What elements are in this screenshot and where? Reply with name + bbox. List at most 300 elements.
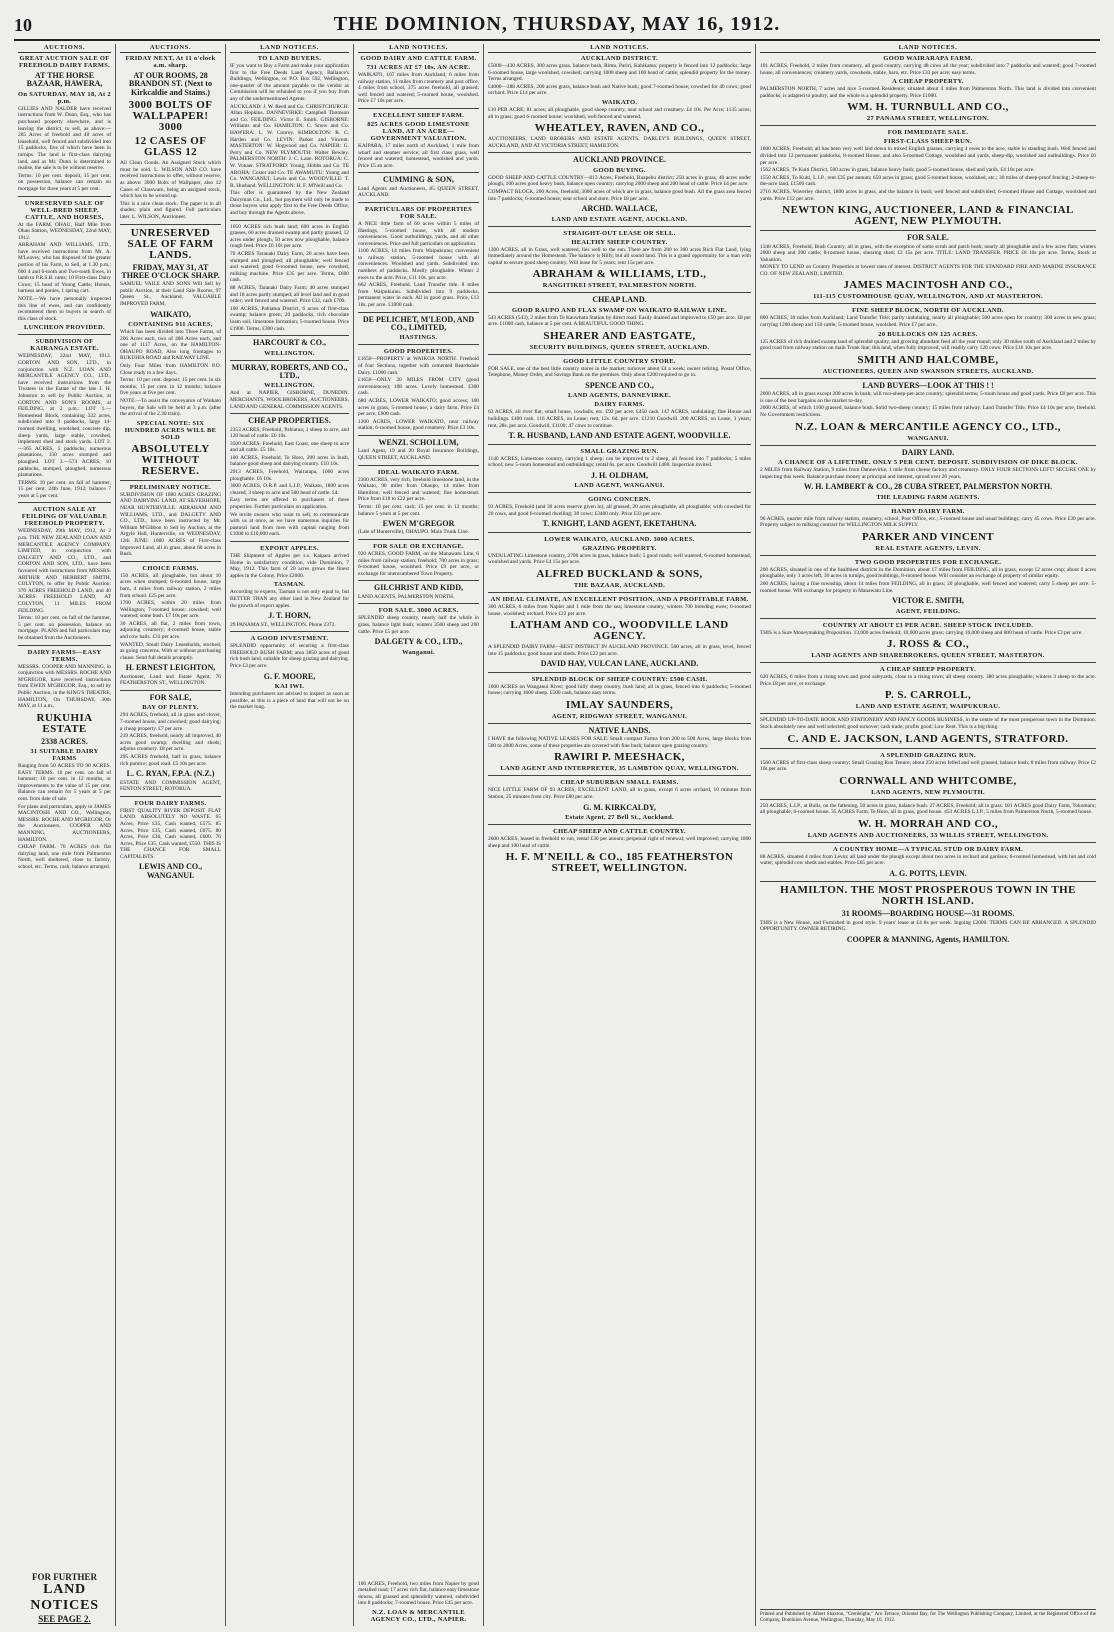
notice-subheading: FOR SALE. 3000 ACRES. bbox=[378, 607, 459, 615]
notice-heading: WAIKATO, bbox=[150, 309, 191, 319]
notice-text: £1650—ONLY 20 MILES FROM CITY (good conveniences); 108 acres. Lovely homestead. £300 cash. bbox=[358, 377, 479, 397]
column-blocks bbox=[760, 55, 1096, 944]
agent-name: P. S. CARROLL, bbox=[884, 689, 972, 702]
notice-text: 680 ACRES, LOWER WAIKATO; good access; 100 acres in grass, 5-roomed house, a dairy farm. Price £4 per acre, £600 cash. bbox=[358, 397, 479, 418]
notice-subheading: TO LAND BUYERS. bbox=[257, 55, 322, 62]
notice-heading: SPENCE AND CO., bbox=[585, 381, 654, 391]
notice-text: COMPACT BLOCK, 200 Acres, freehold, 3000 acres of which are in grass, balance good bush. All the grass area fenced into 7 paddocks; 6-roomed house; near school and store. Price £8 per acre. bbox=[488, 188, 751, 202]
agent-name: CORNWALL AND WHITCOMBE, bbox=[839, 774, 1017, 787]
notice-heading: DAVID HAY, VULCAN LANE, AUCKLAND. bbox=[540, 659, 699, 669]
notice-heading: AT OUR ROOMS, 28 BRANDON ST. (Next to Kirkcaldie and Stains.) bbox=[129, 71, 212, 97]
column-6 bbox=[756, 44, 1100, 1626]
column-rule bbox=[230, 220, 349, 221]
notice-heading: HARCOURT & CO., bbox=[253, 338, 326, 348]
notice-text: 3500 ACRES, Freehold, East Coast, one sheep to acre and all cattle. £5 10s. bbox=[230, 440, 349, 454]
notice-subheading: A GOOD INVESTMENT. bbox=[250, 635, 329, 643]
column-blocks bbox=[230, 55, 349, 711]
column-rule bbox=[760, 125, 1096, 126]
notice-text: ESTATE AND COMMISSION AGENT, FENTON STREET, ROTORUA. bbox=[120, 779, 221, 793]
notice-text: 543 ACRES (543), 2 miles from Te Kauwhata Station by direct road. Easily drained and improved to £50 per acre. £8 per acre. £1000 cash, balance at 5 per cent. A BEAUTIFUL GOOD THING. bbox=[488, 314, 751, 328]
agent-name: HAMILTON. THE MOST PROSPEROUS TOWN IN THE NORTH ISLAND. bbox=[780, 884, 1076, 908]
notice-text: £4000—288 ACRES, 200 acres grass, balance bush and Native bush; good 7-roomed house; cowshed for 40 cows; good orchard. Price £14 per acre. bbox=[488, 83, 751, 97]
notice-text: 3000 ACRES, O.R.P. and L.I.P., Waikato, 1800 acres cleared, 3 sheep to acre and 500 head of cattle. £4. bbox=[230, 483, 349, 496]
column-3 bbox=[226, 44, 354, 1626]
agent-name: WHEATLEY, RAVEN, AND CO., bbox=[534, 122, 705, 135]
notice-text: 88 ACRES, Taranaki Dairy Farm; 40 acres stumped and 18 acres partly stumped; all level land and in good order; well fenced and watered. Price £32, cash £700. bbox=[230, 285, 349, 305]
footer-line-2: LAND NOTICES bbox=[30, 1582, 99, 1613]
notice-subheading: A CHANCE OF A LIFETIME. ONLY 5 PER CENT. DEPOSIT. SUBDIVISION OF DIKE BLOCK. bbox=[778, 459, 1078, 467]
notice-text: 63 ACRES, all river flat, small house, cowbails, etc. £92 per acre; £450 cash. 147 ACRES, undulating; fine House and buildings. £400 cash. 116 ACRES, on Lease; rent, 12s. 6d. per acre. £1210 Goodwill. 200 ACRES, on Lease, 3 years; rent, 28s. per acre. Goodwill, £1100; 47 cows to continue. bbox=[488, 409, 751, 429]
notice-subheading: GREAT AUCTION SALE OF FREEHOLD DAIRY FARMS. bbox=[18, 55, 111, 69]
column-2 bbox=[116, 44, 226, 1626]
notice-text: 1140 ACRES, Limestone country, carrying 1 sheep; can be improved to 2 sheep, all fenced into 7 paddocks; 5 miles school; new 5-room homestead and outbuildings; rental 6s. per acre. Goodwill £400. Inspection invited. bbox=[488, 455, 751, 469]
notice-subheading: WELLINGTON. bbox=[264, 349, 315, 357]
notice-heading: VICTOR E. SMITH, bbox=[892, 596, 964, 606]
notice-subheading: FRIDAY NEXT, At 11 o'clock a.m. sharp. bbox=[125, 55, 216, 69]
notice-text: 101 ACRES, Freehold, 2 miles from creamery, all good country, carrying 48 cows all the year; subdivided into 7 paddocks and watered; good 7-roomed house, all conveniences; creamery yards, cowsheds, stable, barn, etc. Price £33 per acre; easy terms. bbox=[760, 63, 1096, 76]
agent-name: 3000 BOLTS OF WALLPAPER! 3000 bbox=[128, 99, 213, 134]
notice-heading: CHEAP LAND. bbox=[592, 295, 647, 305]
column-rule bbox=[760, 504, 1096, 505]
further-notices-footer bbox=[18, 1572, 111, 1624]
notice-text: £10 PER ACRE; 81 acres; all ploughable, good sheep country, near school and creamery. £4 10s. Per Acre; 1135 acres; all in grass; good 6-roomed house; woolshed, well fenced and watered. bbox=[488, 106, 751, 120]
notice-text: KAIPARA, 17 miles north of Auckland, 1 mile from wharf and steamer service; all first class grass, well fenced and watered; homestead, woolshed and yards. Price £5 an acre. bbox=[358, 142, 479, 169]
column-rule bbox=[488, 775, 751, 776]
column-rule bbox=[120, 561, 221, 562]
columns-container bbox=[14, 44, 1100, 1626]
notice-subheading: LAND AGENTS AND AUCTIONEERS, 33 WILLIS STREET, WELLINGTON. bbox=[807, 831, 1049, 839]
notice-text: SUBDIVISION OF 1080 ACRES GRAZING AND DAIRYING LAND, AT SILVERHOPE, NEAR HUNTERVILLE. ABRAHAM AND WILLIAMS, LTD., and DALGETY AND CO., LTD., have been instructed by Mr. William M'Gibbon to Sell by Auction, at the Argyle Hall, Hunterville, on WEDNESDAY, 12th JUNE: 1080 ACRES of First-class Improved Land, all in grass, about 60 acres in Bush. bbox=[120, 491, 221, 558]
column-header: LAND NOTICES. bbox=[358, 44, 479, 53]
notice-heading: G. M. KIRKCALDY, bbox=[583, 802, 656, 812]
notice-text: 662 ACRES, Freehold. Land Transfer title. 8 miles from Waipukurau. Subdivided into 9 paddocks, permanent water in each. All in good grass. Price, £13 10s. per acre. £1000 cash. bbox=[358, 282, 479, 309]
notice-text: THIS is a Sure Moneymaking Proposition. 13,000 acres freehold; 10,000 acres grass; carrying 16,000 sheep and 800 head of cattle. Price £3 per acre. bbox=[760, 629, 1083, 636]
notice-text: A NICE little farm of 60 acres within 5 miles of Hastings, 5-roomed house, with all modern conveniences. Good outbuildings, yards, and all other conveniences. Price and full particulars on application. bbox=[358, 220, 479, 247]
notice-subheading: AUCTIONEERS, QUEEN AND SWANSON STREETS, AUCKLAND. bbox=[822, 367, 1034, 375]
notice-subheading: IDEAL WAIKATO FARM. bbox=[377, 468, 460, 476]
notice-text: And at NAPIER, GISBORNE, DUNEDIN. MERCHANTS, WOOLBROKERS, AUCTIONEERS, LAND AND GENERAL COMMISSION AGENTS. bbox=[230, 390, 349, 410]
notice-text: 1600 ACRES, Freehold; all has been very well laid down in mixed English grasses, carrying 4 ewes to the acre, stable in standing bush. Well fenced and divided into 12 permanent paddocks, 8-roomed House, and also 5-roomed Cottage, woolshed and yards, sheep-dip, woolshed and outbuildings. Price £6 per acre. bbox=[760, 146, 1096, 166]
notice-heading: GILCHRIST AND KIDD, bbox=[374, 583, 463, 593]
column-rule bbox=[358, 580, 479, 581]
notice-subheading: AUCKLAND DISTRICT. bbox=[580, 55, 659, 62]
notice-text: 2716 ACRES, Waverley district, 1800 acres in grass, and the balance in bush; well fenced and subdivided; 6-roomed House and Cottage, woolshed and yards. Price £12 per acre. bbox=[760, 188, 1096, 202]
notice-heading: ARCHD. WALLACE, bbox=[581, 204, 658, 214]
column-blocks bbox=[488, 55, 751, 874]
notice-text: TERMS: 10 per cent. on fall of hammer, 15 per cent. 24th June, 1912; balance 7 years at 5 per cent. bbox=[18, 479, 111, 499]
column-header: AUCTIONS. bbox=[120, 44, 221, 53]
notice-subheading: FIRST-CLASS SHEEP RUN. bbox=[883, 138, 973, 146]
column-rule bbox=[358, 108, 479, 109]
agent-name: C. AND E. JACKSON, LAND AGENTS, STRATFORD. bbox=[787, 732, 1069, 745]
column-rule bbox=[488, 492, 751, 493]
agent-name: JAMES MACINTOSH AND CO., bbox=[843, 279, 1013, 292]
notice-subheading: FINE SHEEP BLOCK, NORTH OF AUCKLAND. bbox=[852, 307, 1004, 315]
footer-line-1: FOR FURTHER bbox=[32, 1572, 97, 1582]
notice-subheading: DAIRY FARMS—EASY TERMS. bbox=[27, 648, 102, 663]
notice-subheading: A CHEAP PROPERTY. bbox=[892, 78, 964, 86]
column-rule bbox=[230, 335, 349, 336]
notice-text: WEDNESDAY, 22nd MAY, 1912. GORTON AND SON, LTD., in conjunction with N.Z. LOAN AND MERCANTILE AGENCY CO., LTD., have received instructions from the Trustees in the Estate of the late J. H. Johnston to sell by Public Auction, at GORTON AND SON'S ROOMS, at FEILDING, at 2 p.m.: LOT 1.—Homestead Block, containing 332 acres, subdivided into 9 paddocks, large 14-roomed dwelling, woolshed, concrete dip, sheep yards, large stable, cowshed, implement shed and stock yards. LOT 2.—365 ACRES, 5 paddocks, numerous plantations, 150 acres stumped and ploughed. LOT 3.—574 ACRES, 10 paddocks, stumped, ploughed, numerous plantations. bbox=[18, 353, 111, 479]
notice-heading: T. KNIGHT, LAND AGENT, EKETAHUNA. bbox=[542, 519, 697, 529]
column-rule bbox=[488, 152, 751, 153]
column-header: LAND NOTICES. bbox=[230, 44, 349, 53]
column-4 bbox=[354, 44, 484, 1626]
notice-heading: FOR SALE. bbox=[907, 233, 949, 243]
notice-text: Terms: 10 per cent. deposit; 15 per cent. in six months; 15 per cent. in 12 months; balance five years at five per cent. bbox=[120, 377, 221, 397]
notice-subheading: LAND AGENTS, NEW PLYMOUTH. bbox=[871, 788, 985, 796]
notice-heading: W. H. LAMBERT & CO., 28 CUBA STREET, PALMERSTON NORTH. bbox=[803, 482, 1053, 492]
column-rule bbox=[120, 224, 221, 225]
notice-subheading: THE BAZAAR, AUCKLAND. bbox=[573, 581, 666, 589]
notice-subheading: HASTINGS. bbox=[399, 334, 438, 342]
notice-heading: DE PELICHET, M'LEOD, AND CO., LIMITED, bbox=[362, 314, 475, 333]
notice-text: SAMUEL VAILE AND SONS Will Sell by public Auction, at their Land Sale Rooms, 97 Queen St., Auckland, VALUABLE IMPROVED FARM, bbox=[120, 281, 221, 308]
column-rule bbox=[358, 539, 479, 540]
notice-subheading: GOOD LITTLE COUNTRY STORE. bbox=[563, 357, 676, 365]
notice-text: Intending purchasers are advised to inspect as soon as possible, as this is a piece of land that will not be on the market long. bbox=[230, 690, 349, 711]
column-rule bbox=[488, 723, 751, 724]
notice-text: Which has been divided into Three Farms, of 206 Acres each, two of 400 Acres each, and one of 1117 Acres, on the HAMILTON-OHAUPO ROAD, Also long frontages to RUKUHIA ROAD and RAILWAY LINE. bbox=[120, 329, 221, 362]
column-rule bbox=[120, 480, 221, 481]
column-rule bbox=[358, 603, 479, 604]
column-header: LAND NOTICES. bbox=[488, 44, 751, 53]
notice-subheading: LUNCHEON PROVIDED. bbox=[24, 324, 105, 332]
notice-subheading: PARTICULARS OF PROPERTIES FOR SALE. bbox=[364, 205, 473, 220]
notice-subheading: SPECIAL NOTE: SIX HUNDRED ACRES WILL BE SOLD bbox=[124, 419, 217, 441]
notice-text: This offer is guaranteed by the New Zealand Dairyman Co., Ltd., but payment will only be made to those buyers who apply first to the Free Deeds Office, and buy through the Agents above. bbox=[230, 190, 349, 217]
notice-text: 1300 ACRES, all in Grass, well watered, lies well to the sun. There are from 200 to 300 acres Rich Flat Land, lying immediately around the Homestead. The balance is Hilly, but all sound land. This is a grand opportunity for a man with capital to secure good sheep country. Will lease for 5 years; rent 15s per acre. bbox=[488, 246, 751, 266]
notice-text: 125 ACRES of rich drained swamp land of splendid quality, and growing abundant feed all the year round; only 30 miles south of Auckland and 2 miles by good road from railway station on main Trunk line; this land, when fully improved, will readily carry 120 cows. Price £16 10s per acre. bbox=[760, 338, 1096, 352]
notice-text: SPLENDID sheep country, nearly half the whole in grass, balance light bush; winters 3500 sheep and 200 cattle. Price £5 per acre. bbox=[358, 615, 479, 635]
notice-text: Land Agents and Auctioneers, 85 QUEEN STREET, AUCKLAND. bbox=[358, 185, 479, 199]
notice-text: 30 ACRES, all flat, 2 miles from town, adjoining creamery; 4-roomed house, stable and cow bails. £33 per acre. bbox=[120, 620, 221, 641]
column-rule bbox=[760, 555, 1096, 556]
notice-subheading: SMALL GRAZING RUN. bbox=[580, 447, 659, 455]
notice-text: At the FARM, OHAU, Half Mile from Ohau Station, WEDNESDAY, 22nd MAY, 1912. bbox=[18, 221, 111, 241]
notice-text: 93 ACRES, Freehold (and 30 acres reserve given in), all grassed, 20 acres ploughable, all ploughable; with cowshed for 20 cows, and good 6-roomed dwelling; 30 cows; £3400 only. Price £33 per acre. bbox=[488, 504, 751, 517]
notice-text: SPLENDID UP-TO-DATE BOOK AND STATIONERY AND FANCY GOODS BUSINESS, in the centre of the most prosperous town in the Dominion. Stock absolutely new and well selected; good turnover; cash trade; profits good; Low Rent. This is a big thing. bbox=[760, 717, 1096, 730]
notice-text: Terms: 10 per cent. on fall of the hammer, 5 per cent. on possession, balance on mortgage. PLANS and full particulars may be obtained from the Auctioneers. bbox=[18, 615, 111, 641]
column-rule bbox=[760, 842, 1096, 843]
notice-subheading: GOOD PROPERTIES. bbox=[383, 348, 454, 356]
notice-subheading: HEALTHY SHEEP COUNTRY. bbox=[571, 238, 668, 246]
notice-subheading: A SPLENDID GRAZING RUN. bbox=[880, 751, 976, 759]
agent-name: RAWIRI P. MEESHACK, bbox=[554, 751, 685, 764]
notice-text: ABRAHAM AND WILLIAMS, LTD., have received instructions from Mr. A. M'Leavey, who has disposed of the greater portion of his Farm, to Sell, at 1.30 p.m.: 600 4 and 6-tooth and Two-tooth Ewes, in lamb to P.R.S.B. rams; 10 First-class Dairy Cows; 15 head of Young Cattle; Horses, harness and ponies, 1 spring cart. bbox=[18, 242, 111, 295]
napier-footer bbox=[358, 1580, 479, 1624]
notice-text: 295 ACRES freehold, half in grass, balance rich pumice; good road. £5 10s per acre. bbox=[120, 753, 221, 767]
notice-text: 219 ACRES, freehold, nearly all improved, 40 acres good swamp; dwelling and sheds; adjoins creamery. £8 per acre. bbox=[120, 733, 221, 753]
notice-subheading: GOOD BUYING. bbox=[593, 166, 646, 174]
notice-text: 920 ACRES, GOOD FARM, on the Manawatu Line, 6 miles from railway station; freehold; 700 acres in grass; 6-roomed house, woolshed. Price £9 per acre, or exchange for unencumbered Town Property. bbox=[358, 551, 479, 577]
column-rule bbox=[488, 226, 751, 227]
notice-text: NOTE.—We have personally inspected this line of ewes, and can confidently recommend them to buyers in search of this class of stock. bbox=[18, 296, 111, 322]
notice-heading: J. T. HORN, bbox=[268, 611, 311, 621]
notice-subheading: CHEAP SUBURBAN SMALL FARMS. bbox=[560, 779, 679, 787]
notice-text: WANTED, Small Dairy Leaseholds, stocked, as going concerns. With or without purchasing clause. Send full details promptly. bbox=[120, 641, 221, 661]
notice-text: NOTE.—To assist the conveyance of Waikato buyers, the Sale will be held at 3 p.m. (after the arrival of the 2.30 train). bbox=[120, 398, 221, 418]
column-rule bbox=[760, 618, 1096, 619]
printer-imprint: Printed and Published by Albert Shaxton, "Crenleighe," Aro Terrace, Oriental Bay, for The Wellington Publishing Company, Limited, at the Registered Office of the Company, Dominion Avenue, Wellington, Thursday, May 16, 1912. bbox=[760, 1609, 1096, 1624]
notice-text: 2 MILES from Railway Station, 9 miles from Dannevirke, 1 mile from cheese factory and creamery. ONLY FOUR SECTIONS LEFT! SECURE ONE by inspecting this week. Balance purchase money at principal and interest, spread over 20 years. bbox=[760, 467, 1096, 480]
notice-text: 1348 ACRES, Freehold, Bush Country, all in grass, with the exception of some scrub and patch bush; nearly all ploughable and a few acres flats; winters 2000 sheep and 200 cattle; 8-roomed house, shearing shed; £2 15s per acre. TITLE: LAND TRANSFER. PRICE £8 10s per acre. Terms, Stock at Valuation. bbox=[760, 243, 1096, 263]
notice-text: CHEAP FARM. 70 ACRES rich flat dairying land, one mile from Palmerston North, well sheltered, close to factory, school, etc. Terms, cash, balance arranged. bbox=[18, 844, 111, 871]
agent-name: ALFRED BUCKLAND & SONS, bbox=[536, 567, 703, 580]
column-rule bbox=[18, 502, 111, 503]
notice-heading: 31 ROOMS—BOARDING HOUSE—31 ROOMS. bbox=[841, 909, 1015, 919]
notice-text: 29 PANAMA ST., WELLINGTON. Phone 2372. bbox=[230, 621, 336, 628]
notice-text: 2300 ACRES, very rich, freehold limestone land, in the Waikato, 90 miles from Ohaupo, 14 miles from Hamilton; well fenced and watered; fine homestead. Price from £18 to £22 per acre. bbox=[358, 476, 479, 503]
column-rule bbox=[18, 196, 111, 197]
notice-subheading: RANGITIKEI STREET, PALMERSTON NORTH. bbox=[542, 282, 697, 290]
column-blocks bbox=[18, 55, 111, 871]
notice-subheading: AUCTION SALE AT FEILDING OF VALUABLE FREEHOLD PROPERTY. bbox=[21, 506, 108, 528]
column-rule bbox=[488, 824, 751, 825]
notice-heading: LAND BUYERS—LOOK AT THIS ! ! bbox=[862, 380, 994, 390]
notice-heading: WENZL SCHOLLUM, bbox=[378, 437, 459, 447]
notice-text: 800 ACRES, 30 miles from Auckland; Land Transfer Title; partly undulating, nearly all ploughable; 500 acres open for country; 300 acres in new grass; carrying 1200 sheep and 150 cattle; 5-roomed house, woolshed. Price £7 per acre. bbox=[760, 315, 1096, 329]
notice-subheading: EXPORT APPLES. bbox=[260, 545, 319, 552]
notice-subheading: LOWER WAIKATO, AUCKLAND. 3000 ACRES. bbox=[544, 535, 695, 543]
agent-name: N.Z. LOAN & MERCANTILE AGENCY CO., LTD., bbox=[795, 420, 1061, 433]
notice-subheading: 731 ACRES AT £7 10s. AN ACRE. bbox=[366, 64, 471, 71]
masthead bbox=[14, 6, 1100, 41]
notice-text: 200 ACRES, having a fine township, about 14 miles from FEILDING, all in grass; 20 ploughable, well fenced and watered; carry 5 sheep per acre. 5-roomed house. Will exchange for property in Manawatu Line. bbox=[760, 580, 1096, 594]
page-number: 10 bbox=[14, 15, 32, 35]
column-rule bbox=[760, 303, 1096, 304]
column-5 bbox=[484, 44, 756, 1626]
column-rule bbox=[760, 378, 1096, 379]
notice-text: 2000 ACRES, all in grass except 200 acres in bush; will two-sheep-per-acre country; splendid terms; 5-room house and good yards. Price £8 per acre. This is one of the best bargains on the market to-day. bbox=[760, 391, 1096, 404]
column-rule bbox=[760, 445, 1096, 446]
notice-text: 2353 ACRES, Freehold, Pahiatua; 1 sheep to acre, and 120 head of cattle. £6 10s. bbox=[230, 426, 349, 440]
column-rule bbox=[358, 202, 479, 203]
newspaper-title: THE DOMINION, THURSDAY, MAY 16, 1912. bbox=[333, 13, 781, 35]
notice-heading: EWEN M'GREGOR bbox=[382, 519, 455, 529]
notice-subheading: REAL ESTATE AGENTS, LEVIN. bbox=[875, 544, 981, 552]
notice-text: 2913 ACRES, Freehold, Wairarapa, 1000 acres ploughable. £6 10s. bbox=[230, 469, 349, 482]
notice-subheading: COUNTRY AT ABOUT £3 PER ACRE. SHEEP STOCK INCLUDED. bbox=[822, 621, 1034, 629]
column-rule bbox=[358, 435, 479, 436]
column-rule bbox=[488, 292, 751, 293]
notice-subheading: CHOICE FARMS. bbox=[142, 564, 199, 572]
notice-subheading: HANDY DAIRY FARM. bbox=[891, 507, 965, 515]
notice-heading: FOR SALE, bbox=[149, 693, 192, 703]
agent-name: J. ROSS & CO., bbox=[887, 638, 969, 651]
agent-name: UNRESERVED SALE OF FARM LANDS. bbox=[127, 226, 214, 261]
notice-text: FIRST QUALITY RIVER DEPOSIT FLAT LAND. ABSOLUTELY NO WASTE. 65 Acres, Price £35, Cash wanted, £575. 85 Acres, Price £35, Cash wanted, £675. 80 Acres, Price £36, Cash wanted, £600. 76 Acres, Price £35, Cash wanted, £550. THIS IS THE CHANCE FOR SMALL CAPITALISTS. bbox=[120, 807, 221, 860]
column-rule bbox=[488, 672, 751, 673]
column-rule bbox=[358, 172, 479, 173]
notice-subheading: LAND AND ESTATE AGENT, AUCKLAND. bbox=[551, 215, 688, 223]
agent-name: LATHAM AND CO., WOODVILLE LAND AGENCY. bbox=[510, 619, 729, 643]
notice-subheading: 20 BULLOCKS ON 125 ACRES. bbox=[878, 330, 978, 338]
notice-text: GILLIES AND NALDER have received instructions from W. Dunn, Esq., who has purchased property elsewhere, and is leaving the district, to sell, as above:— 205 Acres of freehold and 40 acres of leasehold, well fenced and subdivided into 15 paddocks, five of which have been in turnips. The land is first-class dairying land, and as Mr. Dunn is determined to realise, the sale is to be without reserve. bbox=[18, 105, 111, 172]
notice-text: MESSRS. COOPER AND MANNING, in conjunction with MESSRS. ROCHE AND M'GREGOR, have received instructions from EWEN M'GREGOR, Esq., to sell by Public Auction, in the KING'S THEATRE, HAMILTON, On THURSDAY, 30th MAY, at 11 a.m., bbox=[18, 663, 111, 710]
column-rule bbox=[760, 230, 1096, 231]
notice-text: AUCKLAND: J. W. Reed and Co. CHRISTCHURCH: Allan Hopkins. DANNEVIRKE: Campbell Thomson and Co. FEILDING: Victor E. Smith. GISBORNE: Williams and Co. HAMILTON: C. Snow and Co. HAWERA: L. W. Conroy. KIMBOLTON: R. C. Harden and Co. LEVIN: Parker and Vincent. MASTERTON: W. Hogwood and Co. NAPIER: G. Perry and Co. NEW PLYMOUTH: Walter Bewley. PALMERSTON NORTH: J. C. Lane. ROTORUA: C. W. Vonaer. STRATFORD: Young, Hobbs and Co. TE AROHA: Coster and Co. TE AWAMUTU: Young and Co. WANGANUI: Lewis and Co. WOODVILLE: T. R. Husband. WELLINGTON: H. F. M'Neill and Co. bbox=[230, 103, 349, 189]
column-rule bbox=[760, 799, 1096, 800]
notice-text: Ranging from 50 ACRES TO 90 ACRES. EASY TERMS. 10 per cent. on fall of hammer; 10 per cent. in 12 months, or improvements to the value of 15 per cent. Balance can remain for 5 years at 5 per cent. from date of sale. bbox=[18, 763, 111, 803]
notice-heading: G. F. MOORE, bbox=[263, 671, 316, 681]
notice-text: 1550 ACRES, To Kuiti, L.I.P., rent £35 per annum; 650 acres in grass; good 5-roomed house, woolshed, etc.; 30 miles of sheep-proof fencing; 2-sheep-to-the-acre land. £1500 cash. bbox=[760, 174, 1096, 188]
notice-text: £1650—PROPERTY at WAIKOA NORTH. Freehold of four Sections, together with cemented Beardsdale Dairy. £1000 cash. bbox=[358, 356, 479, 376]
notice-subheading: UNRESERVED SALE OF WELL-BRED SHEEP, CATTLE, AND HORSES, bbox=[24, 199, 105, 221]
notice-text: LAND AGENTS, PALMERSTON NORTH. bbox=[358, 593, 455, 600]
notice-subheading: 27 PANAMA STREET, WELLINGTON. bbox=[866, 115, 990, 123]
column-rule bbox=[230, 360, 349, 361]
notice-subheading: CHEAP SHEEP AND CATTLE COUNTRY. bbox=[553, 828, 686, 836]
column-rule bbox=[230, 541, 349, 542]
notice-heading: AUCKLAND PROVINCE. bbox=[573, 155, 666, 165]
notice-heading: L. C. RYAN, F.P.A. (N.Z.) bbox=[126, 769, 215, 779]
notice-text: 1562 ACRES, Te Kuiti District, 500 acres in grass, balance heavy bush; good 5-roomed house, shed and yards. £4 10s per acre. bbox=[760, 167, 1035, 174]
notice-heading: DAIRY LAND. bbox=[901, 447, 955, 457]
notice-text: IF you want to Buy a Farm and make your application first to the Free Deeds Land Agency, Ballance's Buildings, Wellington, or P.O. Box 592, Wellington, one-quarter of the amount payable to the vendor as Commission will be refunded to you if you buy from any of the undermentioned Agents: bbox=[230, 63, 349, 102]
notice-subheading: DAIRY FARMS. bbox=[594, 401, 645, 409]
notice-subheading: BAY OF PLENTY. bbox=[142, 704, 199, 712]
column-rule bbox=[120, 796, 221, 797]
notice-text: 100 ACRES, Freehold, Te Horo, 200 acres in bush, balance good sheep and dairying country. £10 10s. bbox=[230, 454, 349, 468]
column-header: LAND NOTICES. bbox=[760, 44, 1096, 53]
agent-name: H. F. M'NEILL & CO., 185 FEATHERSTON STREET, WELLINGTON. bbox=[505, 851, 734, 875]
notice-subheading: PRELIMINARY NOTICE. bbox=[129, 483, 212, 491]
notice-text: THIS is a New House, and Furnished in good style. 9 years' lease at £4 8s per week. Ingoing £2000. TERMS CAN BE ARRANGED. A SPLENDID OPPORTUNITY. OWNER RETIRING. bbox=[760, 919, 1096, 933]
notice-heading: DALGETY & CO., LTD., bbox=[374, 637, 463, 647]
notice-subheading: TWO GOOD PROPERTIES FOR EXCHANGE. bbox=[854, 558, 1002, 566]
notice-subheading: CONTAINING 911 ACRES, bbox=[128, 321, 213, 329]
notice-text: For plans and particulars, apply to JAMES MACINTOSH AND CO., Wellington, MESSRS. ROCHE AND M'GREGOR, Or the Auctioneers, COOPER AND MANNING, AUCTIONEERS, HAMILTON. bbox=[18, 803, 111, 843]
notice-subheading: FOUR DAIRY FARMS. bbox=[134, 799, 207, 807]
notice-subheading: THE LEADING FARM AGENTS. bbox=[876, 493, 980, 501]
notice-text: NICE LITTLE FARM OF 93 ACRES, EXCELLENT LAND, all in grass, except 6 acres orchard, 10 minutes from Station, 25 minutes from city. Price £80 per acre. bbox=[488, 787, 751, 801]
notice-heading: NATIVE LANDS. bbox=[588, 725, 651, 735]
agent-name: ABRAHAM & WILLIAMS, LTD., bbox=[532, 268, 707, 281]
notice-text: PALMERSTON NORTH, 7 acres and nice 5-roomed Residence; situated about 4 miles from Palmerston North. This land is divided into convenient paddocks, is adapted to poultry, and the whole is a splendid property. Price £1000. bbox=[760, 86, 1096, 99]
notice-subheading: KAI IWI. bbox=[274, 682, 305, 690]
notice-text: Land Agent, 19 and 20 Royal Insurance Buildings, QUEEN STREET, AUCKLAND. bbox=[358, 448, 479, 461]
notice-subheading: A COUNTRY HOME—A TYPICAL STUD OR DAIRY FARM. bbox=[832, 845, 1024, 853]
agent-name: 12 CASES OF GLASS 12 bbox=[134, 135, 207, 159]
notice-text: SPLENDID opportunity of securing a first-class FREEHOLD BUSH FARM; area 3850 acres of good rich bush land, suitable for sheep grazing and dairying. Price £3 per acre. bbox=[230, 643, 349, 669]
notice-subheading: GRAZING PROPERTY. bbox=[582, 544, 657, 552]
notice-text: AUCTIONEERS, LAND BROKERS AND ESTATE AGENTS, DARLEY'S BUILDINGS, QUEEN STREET, AUCKLAND, AND AT VICTORIA STREET, HAMILTON. bbox=[488, 136, 751, 149]
notice-text: All Clean Goods. An Assigned Stock which must be sold. L. WILSON AND CO. have received instructions to offer, without reserve, as above: 3000 Bolts of Wallpaper, also 12 Cases of Glassware, being an assigned stock, which has to be wound up. bbox=[120, 160, 221, 200]
notice-heading: CUMMING & SON, bbox=[383, 175, 454, 185]
notice-subheading: SECURITY BUILDINGS, QUEEN STREET, AUCKLAND. bbox=[529, 343, 710, 351]
notice-heading: H. ERNEST LEIGHTON, bbox=[125, 663, 216, 673]
column-rule bbox=[488, 354, 751, 355]
notice-text: 2600 ACRES, leased in freehold to run, rental £30 per annum; perpetual right of renewal; well improved; carrying 1800 sheep and 100 head of cattle. bbox=[488, 836, 751, 849]
agent-name: IMLAY SAUNDERS, bbox=[565, 698, 674, 711]
column-blocks bbox=[120, 55, 221, 880]
column-rule bbox=[230, 631, 349, 632]
notice-text: Easy terms are offered to purchasers of these properties. Further particulars on application. bbox=[230, 497, 349, 511]
notice-heading: LEWIS AND CO., WANGANUI. bbox=[138, 862, 203, 880]
column-1 bbox=[14, 44, 116, 1626]
notice-subheading: WANGANUI. bbox=[907, 434, 949, 442]
notice-text: (Late of Hunterville), OHAUPO. Main Trunk Line. bbox=[358, 529, 469, 536]
notice-subheading: LAND AGENT AND INTERPRETER, 35 LAMBTON QUAY, WELLINGTON. bbox=[500, 765, 739, 773]
notice-subheading: TASMAN. bbox=[273, 581, 306, 589]
column-rule bbox=[760, 748, 1096, 749]
agent-name: RUKUHIA ESTATE bbox=[36, 711, 93, 735]
column-blocks bbox=[358, 55, 479, 656]
notice-subheading: LAND AGENT, WANGANUI. bbox=[574, 482, 665, 490]
notice-text: WAIKATO, 107 miles from Auckland, 6 miles from railway station, 11 miles from creamery and post office, 4 miles from school, 375 acres freehold, all grassed; well fenced and watered; 5-roomed house, woolshed. Price £7 10s per acre. bbox=[358, 72, 479, 105]
notice-text: MONEY TO LEND on Country Properties at lowest rates of interest. DISTRICT AGENTS FOR THE STANDARD FIRE AND MARINE INSURANCE CO. OF NEW ZEALAND, LIMITED. bbox=[760, 264, 1096, 277]
notice-subheading: A CHEAP SHEEP PROPERTY. bbox=[879, 666, 976, 674]
notice-text: 1050 ACRES rich bush land; 600 acres in English grasses, 60 acres drained swamp and partly grassed, 12 acres under plough, 50 acres now ploughable, balance rough feed. Price £6 10s per acre. bbox=[230, 223, 349, 250]
notice-subheading: 31 SUITABLE DAIRY FARMS bbox=[30, 748, 99, 763]
notice-heading: MURRAY, ROBERTS, AND CO., LTD., bbox=[231, 362, 348, 380]
notice-subheading: WAIKATO. bbox=[601, 98, 638, 106]
notice-text: 300 ACRES, 6 miles from Napier and 1 mile from the sea; limestone country, winters 700 breeding ewes; 6-roomed house, woolshed; orchard. Price £22 per acre. bbox=[488, 603, 751, 617]
notice-heading: J. H. OLDHAM, bbox=[590, 470, 649, 480]
notice-text: 1600 ACRES on Wanganui River; good hilly sheep country, bush land; all in grass, fenced into 6 paddocks; 5-roomed house; carrying 1600 sheep. £500 cash, balance easy terms. bbox=[488, 683, 751, 697]
notice-heading: T. R. HUSBAND, LAND AND ESTATE AGENT, WOODVILLE. bbox=[508, 431, 731, 441]
notice-text: 620 ACRES, 6 miles from a rising town and good saleyards, close to a rising town; all sheep country. 380 acres ploughable; winters 3 sheep to the acre. Price £8 per acre, or exchange. bbox=[760, 674, 1096, 687]
agent-name: NEWTON KING, AUCTIONEER, LAND & FINANCIAL AGENT, NEW PLYMOUTH. bbox=[782, 204, 1074, 228]
notice-subheading: EXCELLENT SHEEP FARM. bbox=[372, 111, 465, 119]
column-rule bbox=[18, 645, 111, 646]
agent-name: PARKER AND VINCENT bbox=[861, 530, 995, 543]
column-rule bbox=[488, 592, 751, 593]
notice-subheading: LAND AGENTS, DANNEVIRKE. bbox=[568, 392, 671, 400]
notice-text: GOOD SHEEP AND CATTLE COUNTRY—813 Acres, Freehold, Ruapehu district; 250 acres in grass, 40 acres under plough, 100 acres good heavy bush, balance open country; carrying 2000 sheep and 200 head of cattle. Price £4 per acre. bbox=[488, 174, 751, 188]
column-rule bbox=[760, 662, 1096, 663]
notice-text: Only Four Miles from HAMILTON P.O. Close ready to a few days. bbox=[120, 363, 221, 376]
notice-subheading: SUBDIVISION OF KAIRANGA ESTATE. bbox=[30, 338, 99, 353]
notice-text: WEDNESDAY, 29th MAY, 1912, At 2 p.m. THE NEW ZEALAND LOAN AND MERCANTILE AGENCY COMPANY, LIMITED, in conjunction with DALGETY AND CO., LTD., and GORTON AND SON, LTD., have been favoured with instructions from MESSRS. ARTHUR AND HERBERT SMITH, COLYTON, to offer by Public Auction: 370 ACRES FREEHOLD LAND, and 40 ACRES FREEHOLD LAND, AT COLYTON, 11 MILES FROM FEILDING. bbox=[18, 528, 111, 614]
column-rule bbox=[760, 713, 1096, 714]
notice-text: £5000—430 ACRES, 300 acres grass, balance bush, Rimu, Pariri, Kahikatea; property is fenced into 12 paddocks; large 6-roomed house, large woolshed, cowshed; carrying 1000 sheep and 100 head of cattle; splendid property for the money. Terms arranged. bbox=[488, 63, 751, 83]
column-rule bbox=[488, 444, 751, 445]
notice-subheading: FOR IMMEDIATE SALE. bbox=[887, 129, 969, 137]
notice-subheading: SPLENDID BLOCK OF SHEEP COUNTRY: £500 CASH. bbox=[531, 675, 708, 683]
column-rule bbox=[120, 690, 221, 691]
notice-heading: A. G. POTTS, LEVIN. bbox=[889, 869, 967, 879]
notice-text: 1200 ACRES, LOWER WAIKATO, near railway station; 6-roomed house, good creamery. Price £3 10s. bbox=[358, 418, 479, 432]
napier-footer-agent: N.Z. LOAN & MERCANTILE AGENCY CO., LTD., NAPIER. bbox=[370, 1609, 467, 1623]
notice-text: 250 ACRES, L.I.P., at Bulls, on the fattening, 50 acres in grass, balance bush. 27 ACRES, Freehold; all in grass. 181 ACRES good Dairy Farm, Tokomaru; all ploughable; 6-roomed house. 35 ACRES Farm, Te Horo, all in grass, good house. 453 ACRES L.I.P., 5 miles from Palmerston North, 5-roomed house. bbox=[760, 802, 1096, 816]
notice-subheading: GOOD DAIRY AND CATTLE FARM. bbox=[360, 55, 477, 62]
notice-text: This is a nice clean stock. The paper is in all shades; plain and figured. Full particulars later. L. WILSON, Auctioneer. bbox=[120, 200, 221, 220]
notice-subheading: GOING CONCERN. bbox=[588, 496, 651, 504]
notice-text: 2000 ACRES, of which 1100 grassed, balance bush. Solid two-sheep country; 15 miles from railway. Land Transfer Title. Price £4 10s per acre, freehold. No Government restrictions. bbox=[760, 405, 1096, 419]
notice-text: 100 ACRES, Pahiatua District, 6 acres of first-class swamp; balance green; 20 paddocks, rich chocolate loam soil, limestone formation; 5-roomed house. Price £1900. Terms, £300 cash. bbox=[230, 305, 349, 332]
notice-subheading: AGENT, RIDGWAY STREET, WANGANUI. bbox=[551, 712, 688, 720]
notice-text: 1560 ACRES of first-class sheep country; Small Grazing Run Tenure; about 250 acres felled and well grassed, balance bush; 8 miles from railway. Price £2 10s per acre. bbox=[760, 759, 1096, 773]
notice-subheading: WELLINGTON. bbox=[264, 382, 315, 390]
notice-text: 1700 ACRES, within 20 miles from Wellington; 7-roomed house; cowshed; well watered; some bush. £7 10s per acre. bbox=[120, 600, 221, 620]
notice-subheading: STRAIGHT-OUT LEASE OR SELL. bbox=[563, 229, 676, 237]
footer-line-3: SEE PAGE 2. bbox=[38, 1614, 91, 1624]
notice-subheading: 825 ACRES GOOD LIMESTONE LAND, AT AN ACRE—GOVERNMENT VALUATION. bbox=[367, 120, 470, 142]
notice-text: Terms: 10 per cent. cash; 15 per cent. in 12 months; balance 5 years at 5 per cent. bbox=[358, 503, 479, 517]
agent-name: ABSOLUTELY WITHOUT RESERVE. bbox=[131, 442, 210, 477]
notice-subheading: LAND AGENTS AND SHAREBROKERS, QUEEN STREET, MASTERTON. bbox=[811, 652, 1045, 660]
notice-text: A SPLENDID DAIRY FARM—BEST DISTRICT IN AUCKLAND PROVINCE. 500 acres, all in grass, level, fenced into 15 paddocks; good house and sheds. Price £22 per acre. bbox=[488, 644, 751, 657]
notice-heading: 2338 ACRES. bbox=[41, 736, 88, 746]
column-rule bbox=[230, 413, 349, 414]
notice-heading: CHEAP PROPERTIES. bbox=[248, 416, 331, 426]
notice-text: THE Shipment of Apples per s.s. Kaipara arrived Home in satisfactory condition, vide Dominion, 7 May, 1912. This farm of 20 acres grows the finest apples in the Colony. Price £2000. bbox=[230, 553, 349, 579]
notice-subheading: GOOD RAUPO AND FLAX SWAMP ON WAIKATO RAILWAY LINE. bbox=[512, 306, 727, 314]
column-rule bbox=[760, 881, 1096, 882]
notice-text: UNDULATING Limestone country, 2700 acres in grass, balance bush; 5 good roads; well watered; 6-roomed homestead, woolshed and yards. Price £4 15s per acre. bbox=[488, 552, 751, 566]
